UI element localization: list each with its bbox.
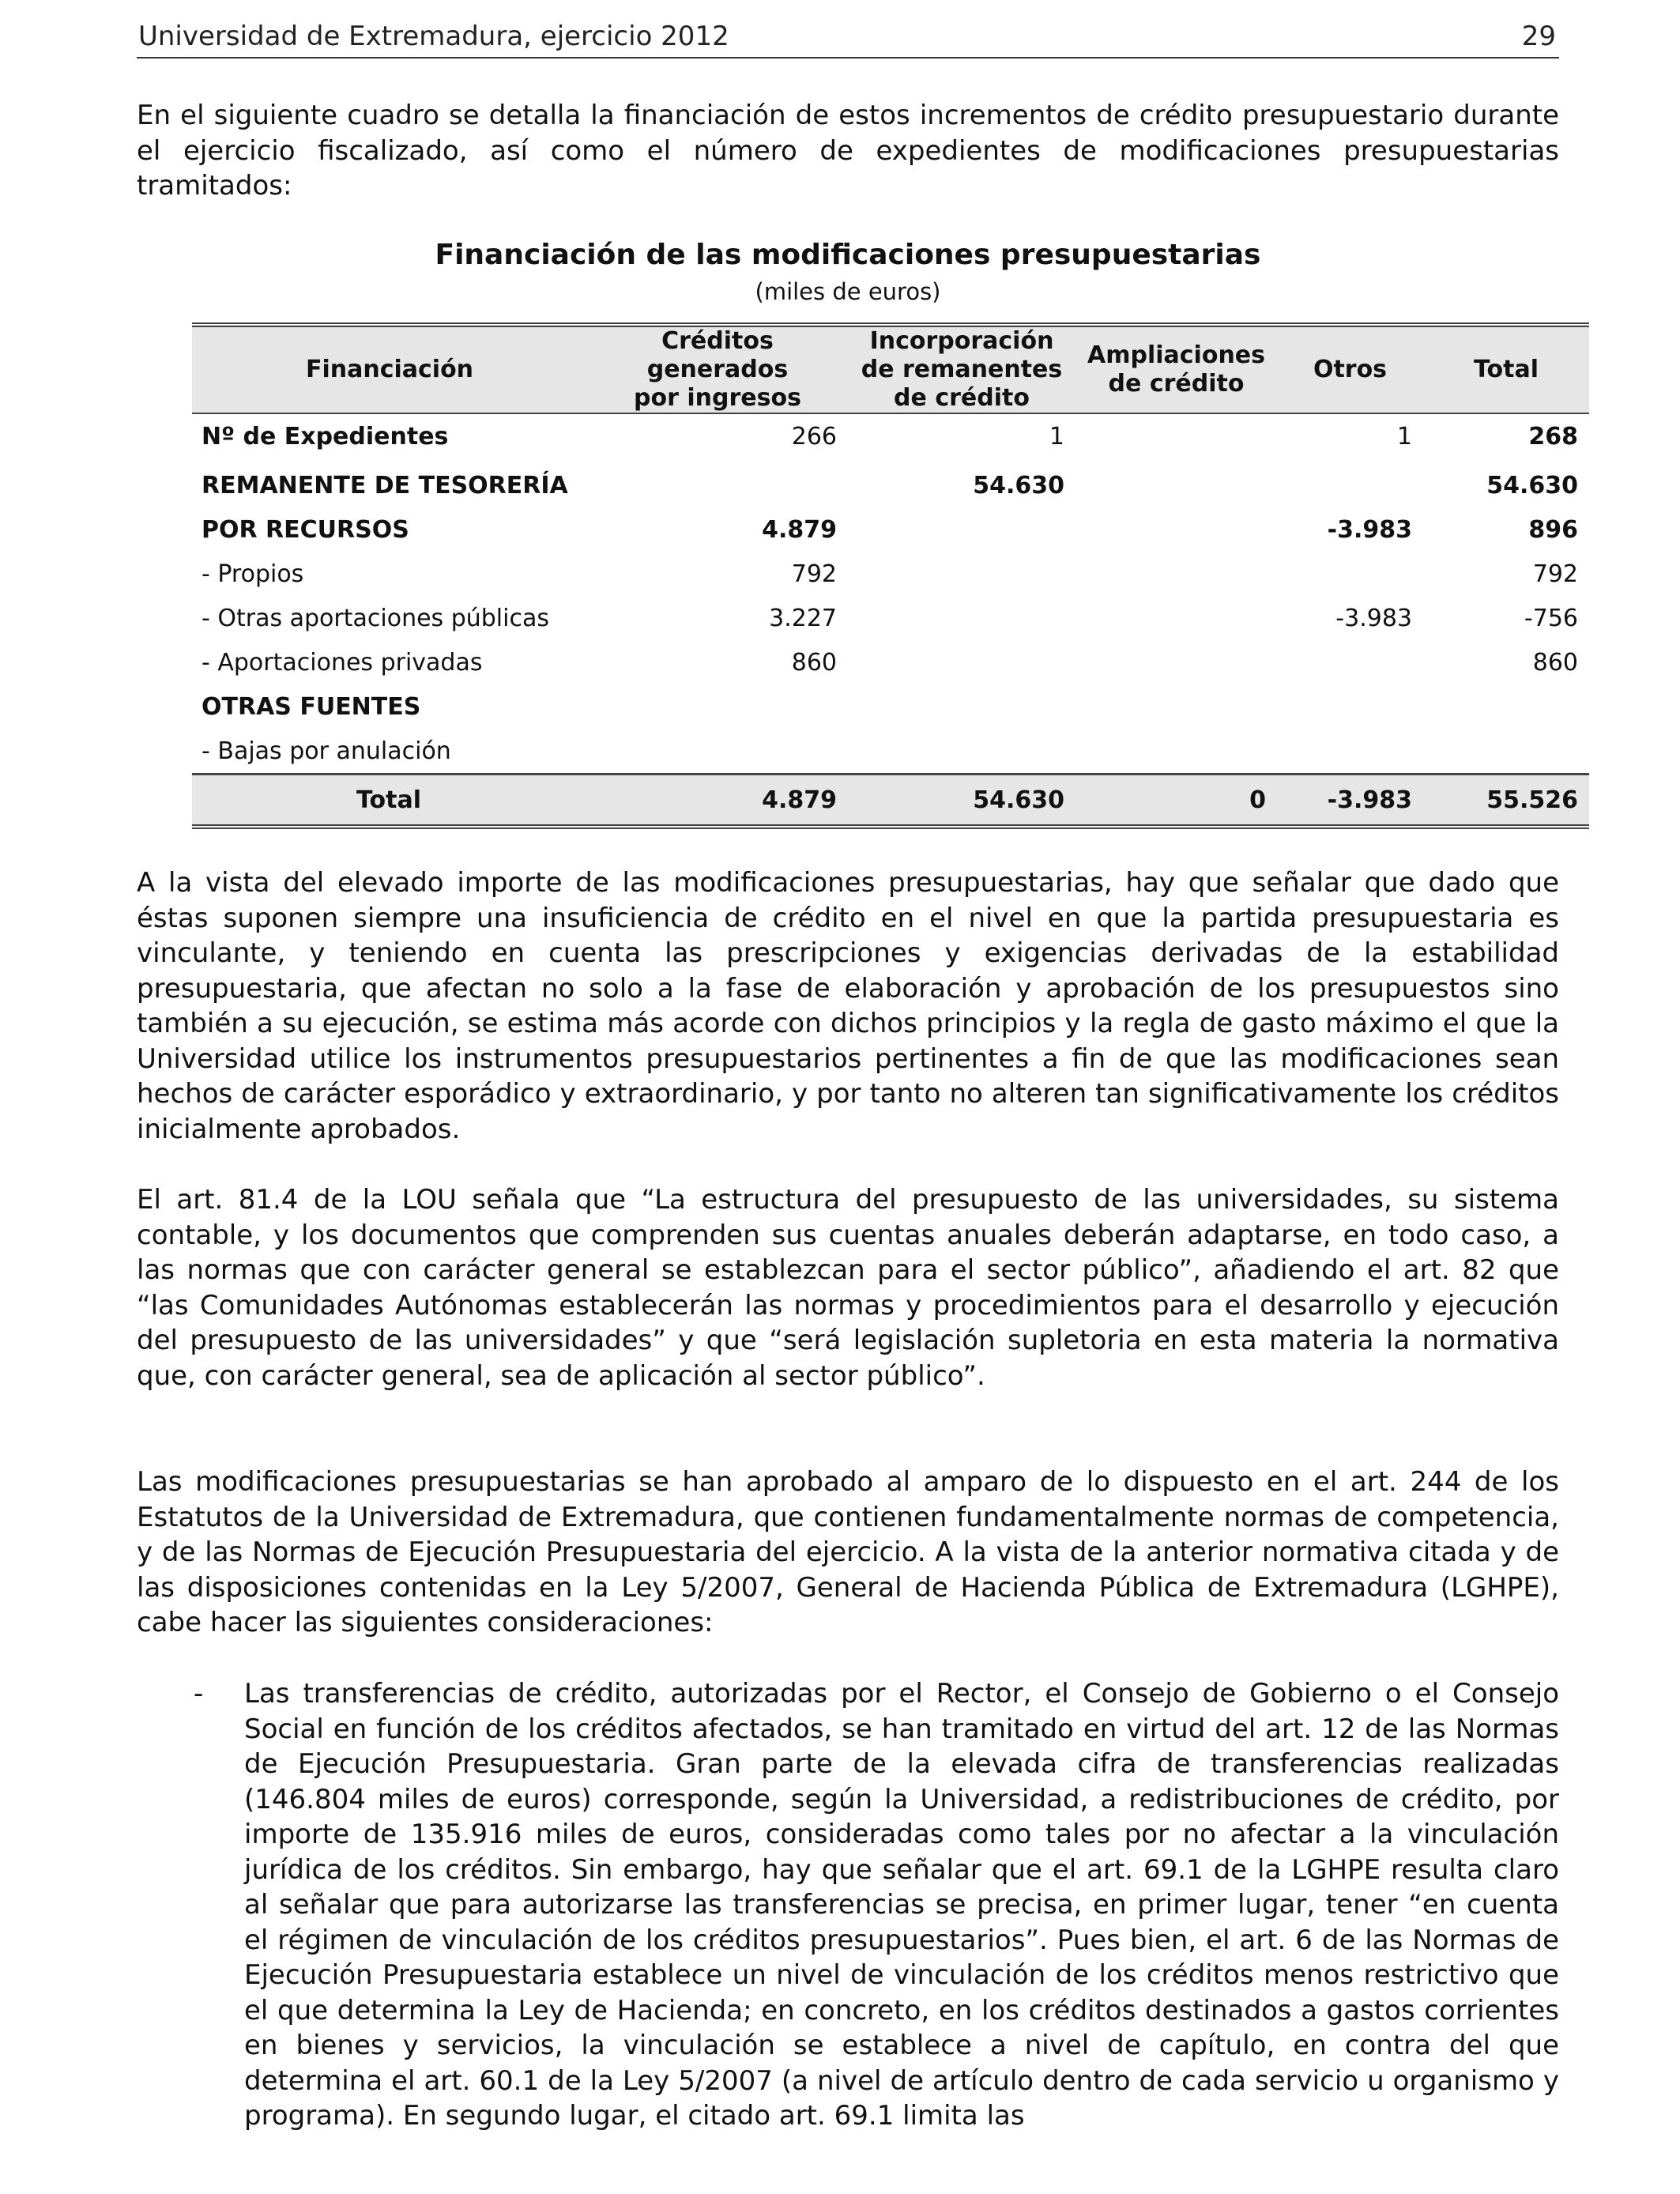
cell-ampliaciones (1075, 640, 1277, 684)
cell-incorporacion (848, 596, 1075, 640)
bullet-dash: - (194, 1678, 204, 1710)
table-row (192, 729, 1589, 775)
intro-paragraph: En el siguiente cuadro se detalla la financiación de estos incrementos de crédito presupuestario durante el ejercicio fiscalizado, así como el número de expedientes de modificaciones presupuestarias tramitados: (137, 100, 1559, 202)
table-row (192, 413, 1589, 458)
page-header (137, 17, 1559, 58)
header-incorporacion (848, 325, 1075, 413)
row-label: - Bajas por anulación (202, 737, 451, 765)
header-ampliaciones (1075, 325, 1277, 413)
header-creditos-line3: por ingresos (634, 384, 801, 412)
table-row (192, 507, 1589, 552)
cell-otros (1277, 552, 1423, 596)
table-row (192, 640, 1589, 684)
cell-incorporacion: 1 (1049, 422, 1064, 450)
cell-incorporacion (848, 729, 1075, 775)
cell-creditos: 860 (791, 648, 837, 677)
bullet-text: Las transferencias de crédito, autorizadas por el Rector, el Consejo de Gobierno o el Consejo Social en función de los créditos afectados, se han tramitado en virtud del art. 12 de las Normas de Ejecución Presupuestaria. Gran parte de la elevada cifra de transferencias realizadas (146.804 miles de euros) corresponde, según la Universidad, a redistribuciones de crédito, por importe de 135.916 miles de euros, consideradas como tales por no afectar a la vinculación jurídica de los créditos. Sin embargo, hay que señalar que el art. 69.1 de la LGHPE resulta claro al señalar que para autorizarse las transferencias se precisa, en primer lugar, tener “en cuenta el régimen de vinculación de los créditos presupuestarios”. Pues bien, el art. 6 de las Normas de Ejecución Presupuestaria establece un nivel de vinculación de los créditos menos restrictivo que el que determina la Ley de Hacienda; en concreto, en los créditos destinados a gastos corrientes en bienes y servicios, la vinculación se establece a nivel de capítulo, en contra del que determina el art. 60.1 de la Ley 5/2007 (a nivel de artículo dentro de cada servicio u organismo y programa). En segundo lugar, el citado art. 69.1 limita las (244, 1678, 1559, 2132)
cell-otros: 1 (1396, 422, 1412, 450)
cell-creditos: 792 (791, 560, 837, 588)
table-row (192, 463, 1589, 507)
header-ampliaciones-line2: de crédito (1108, 370, 1245, 398)
cell-ampliaciones (1075, 684, 1277, 729)
cell-ampliaciones (1075, 729, 1277, 775)
page-number: 29 (1521, 21, 1556, 52)
header-ampliaciones-line1: Ampliaciones (1087, 341, 1265, 369)
table-total-row (192, 775, 1589, 827)
cell-ampliaciones (1075, 507, 1277, 552)
cell-creditos: 266 (791, 422, 837, 450)
table-header-row (192, 325, 1589, 413)
cell-otros (1277, 463, 1423, 507)
table-subtitle: (miles de euros) (755, 278, 941, 305)
paragraph-3: Las modificaciones presupuestarias se han aprobado al amparo de lo dispuesto en el art. 244 de los Estatutos de la Universidad de Extremadura, que contienen fundamentalmente normas de competencia, y de las Normas de Ejecución Presupuestaria del ejercicio. A la vista de la anterior normativa citada y de las disposiciones contenidas en la Ley 5/2007, General de Hacienda Pública de Extremadura (LGHPE), cabe hacer las siguientes consideraciones: (137, 1466, 1559, 1638)
paragraph-1: A la vista del elevado importe de las modificaciones presupuestarias, hay que señalar que dado que éstas suponen siempre una insuficiencia de crédito en el nivel en que la partida presupuestaria es vinculante, y teniendo en cuenta las prescripciones y exigencias derivadas de la estabilidad presupuestaria, que afectan no solo a la fase de elaboración y aprobación de los presupuestos sino también a su ejecución, se estima más acorde con dichos principios y la regla de gasto máximo el que la Universidad utilice los instrumentos presupuestarios pertinentes a fin de que las modificaciones sean hechos de carácter esporádico y extraordinario, y por tanto no alteren tan significativamente los créditos inicialmente aprobados. (137, 867, 1559, 1145)
cell-otros (1277, 640, 1423, 684)
cell-total: 54.630 (1486, 471, 1578, 499)
cell-creditos (587, 463, 848, 507)
cell-incorporacion (848, 552, 1075, 596)
cell-ampliaciones (1075, 463, 1277, 507)
cell-ampliaciones (1075, 596, 1277, 640)
total-otros: -3.983 (1277, 775, 1423, 827)
header-incorporacion-line2: de remanentes (861, 356, 1063, 383)
cell-total: 896 (1528, 515, 1578, 544)
cell-otros: -3.983 (1327, 515, 1412, 544)
cell-total: 860 (1532, 648, 1578, 677)
cell-incorporacion (848, 507, 1075, 552)
cell-total: 268 (1528, 422, 1578, 450)
cell-incorporacion (848, 684, 1075, 729)
header-total: Total (1423, 325, 1589, 413)
header-incorporacion-line3: de crédito (894, 384, 1030, 412)
table-row (192, 552, 1589, 596)
header-title: Universidad de Extremadura, ejercicio 2012 (138, 21, 729, 52)
header-creditos (587, 325, 848, 413)
row-label: REMANENTE DE TESORERÍA (202, 471, 568, 499)
paragraph-2: El art. 81.4 de la LOU señala que “La estructura del presupuesto de las universidades, su sistema contable, y los documentos que comprenden sus cuentas anuales deberán adaptarse, en todo caso, a las normas que con carácter general se establezcan para el sector público”, añadiendo el art. 82 que “las Comunidades Autónomas establecerán las normas y procedimientos para el desarrollo y ejecución del presupuesto de las universidades” y que “será legislación supletoria en esta materia la normativa que, con carácter general, sea de aplicación al sector público”. (137, 1184, 1559, 1392)
cell-ampliaciones (1075, 552, 1277, 596)
row-label: - Propios (202, 560, 304, 588)
financing-table (192, 322, 1589, 829)
table-row (192, 684, 1589, 729)
header-financiacion: Financiación (192, 325, 587, 413)
cell-otros (1277, 684, 1423, 729)
table-title: Financiación de las modificaciones presupuestarias (435, 239, 1261, 271)
total-label: Total (192, 775, 587, 827)
cell-otros (1277, 729, 1423, 775)
header-otros: Otros (1277, 325, 1423, 413)
cell-incorporacion (848, 640, 1075, 684)
row-label: Nº de Expedientes (202, 422, 449, 450)
total-ampliaciones: 0 (1075, 775, 1277, 827)
cell-total: -756 (1524, 604, 1578, 632)
cell-creditos (587, 684, 848, 729)
cell-total: 792 (1532, 560, 1578, 588)
cell-total (1423, 729, 1589, 775)
total-total: 55.526 (1423, 775, 1589, 827)
table-row (192, 596, 1589, 640)
header-creditos-line2: generados (646, 356, 789, 383)
row-label: POR RECURSOS (202, 515, 409, 544)
total-incorporacion: 54.630 (848, 775, 1075, 827)
cell-creditos (587, 729, 848, 775)
row-label: OTRAS FUENTES (202, 692, 421, 721)
cell-otros: -3.983 (1335, 604, 1412, 632)
header-creditos-line1: Créditos (661, 327, 774, 355)
cell-ampliaciones (1075, 413, 1277, 458)
cell-incorporacion: 54.630 (973, 471, 1064, 499)
total-creditos: 4.879 (587, 775, 848, 827)
row-label: - Aportaciones privadas (202, 648, 483, 677)
header-incorporacion-line1: Incorporación (869, 327, 1054, 355)
cell-total (1423, 684, 1589, 729)
cell-creditos: 4.879 (762, 515, 837, 544)
row-label: - Otras aportaciones públicas (202, 604, 549, 632)
cell-creditos: 3.227 (769, 604, 837, 632)
